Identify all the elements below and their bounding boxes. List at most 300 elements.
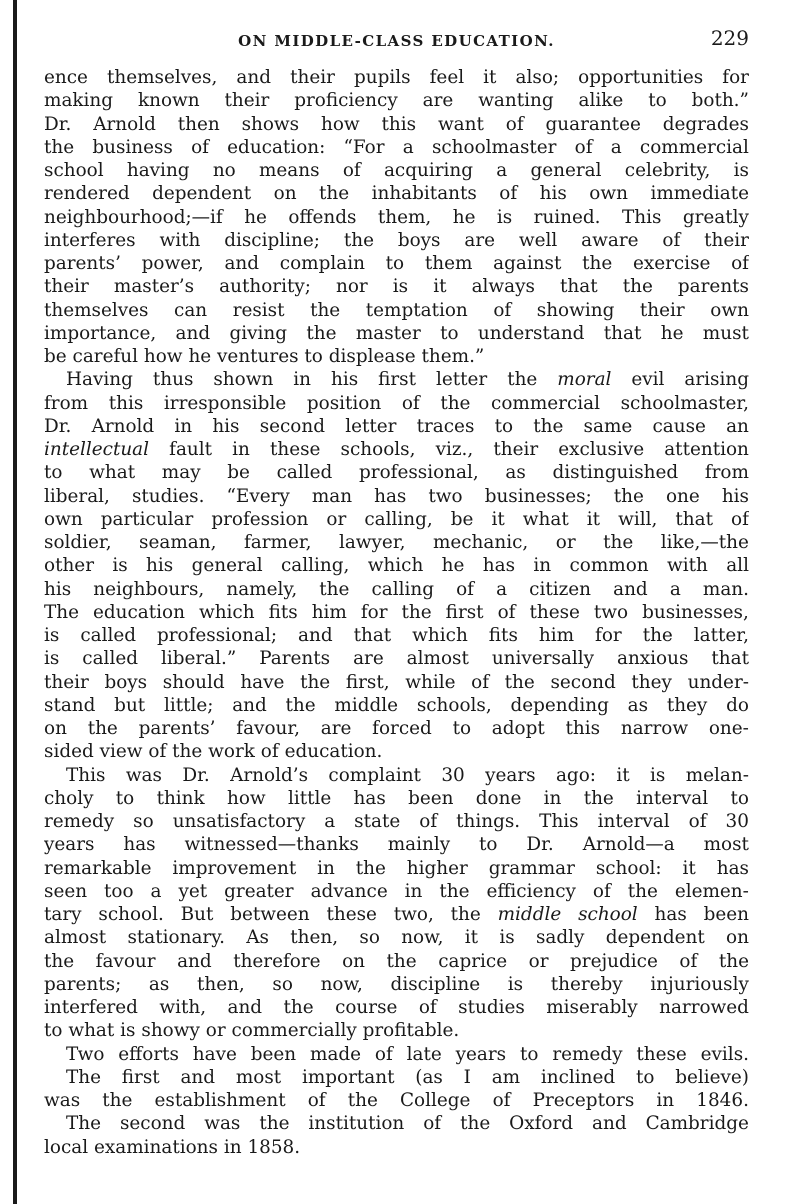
text-line [44,531,749,554]
word: them, [377,206,432,228]
word: first [378,369,417,391]
word: and [227,997,263,1018]
word: have [240,671,285,693]
word: the [533,415,564,437]
word: have [192,1043,237,1065]
word: also; [515,67,560,88]
word: latter, [693,625,749,646]
word: Arnold—a [582,834,675,856]
text-line [44,299,749,322]
word: was [204,1113,241,1135]
word: greatly [682,206,749,228]
word: to [648,90,667,112]
word: melan- [685,764,749,786]
word: well [518,229,558,251]
text-line [44,950,749,973]
word: of [592,880,611,902]
word: 1846. [696,1090,749,1111]
word: so [133,811,154,832]
word: intellectual [44,439,150,460]
word: are [464,229,496,251]
word: power, [141,253,204,274]
word: their [639,299,685,321]
word: calling, [280,555,350,577]
word: (as [415,1066,443,1088]
text-line [44,996,749,1019]
word: temptation [365,299,468,321]
word: most [703,834,749,856]
word: fault [169,439,213,460]
word: in [543,787,562,809]
word: boys [397,229,441,251]
word: commercial [491,392,600,414]
word: and [236,67,271,88]
word: mainly [387,834,451,856]
word: the [603,532,634,553]
word: and [224,253,260,274]
word: complain [279,253,365,274]
word: against [493,253,562,274]
word: it [616,764,630,786]
word: mechanic, [432,532,529,553]
word: the [285,694,316,716]
word: studies [458,997,525,1018]
word: to [730,787,749,809]
word: the [44,136,75,158]
word: sided [44,741,94,763]
word: one- [708,718,749,739]
word: to [44,462,63,484]
word: like,—the [660,532,749,553]
word: alike [578,90,624,112]
text-line [44,787,749,810]
word: common [569,555,649,577]
word: education. [284,741,383,763]
word: course [335,997,398,1018]
word: master’s [113,276,195,298]
word: letter [435,369,488,391]
word: has [123,834,156,856]
word: the [613,485,644,507]
word: yet [178,880,208,902]
word: 30 [441,764,465,786]
word: of [679,950,698,972]
word: in [533,555,552,577]
word: is [392,276,409,298]
word: seen [44,880,88,902]
text-line [44,624,749,647]
word: called [80,625,136,646]
word: is [112,555,128,577]
word: a [496,578,508,600]
word: This [539,811,579,832]
word: almost [44,927,107,949]
word: discipline; [224,229,320,251]
word: the [343,229,374,251]
word: his [146,555,174,577]
body-text [44,66,749,1159]
word: making [44,90,114,112]
word: of [499,183,518,205]
word: narrowed [659,997,749,1018]
word: of [260,741,279,763]
word: now, [401,927,444,949]
word: a [669,578,681,600]
word: Having [66,369,133,391]
word: witnessed—thanks [184,834,359,856]
word: the [627,880,658,902]
word: an [726,415,749,437]
word: as [148,973,170,995]
word: their [224,90,270,112]
word: Arnold [93,113,156,135]
word: calling, [364,508,433,530]
word: the [622,276,653,298]
word: as [505,462,526,484]
word: to [494,415,514,437]
word: master [355,322,421,344]
word: of [342,160,361,181]
text-line [44,810,749,833]
text-line [44,694,749,717]
word: these [326,904,377,925]
word: of [374,1043,393,1065]
word: a [496,160,508,181]
word: “For [343,136,385,158]
text-line [44,554,749,577]
word: in [174,415,193,437]
text-line [44,508,749,531]
word: his [44,578,72,600]
word: exclusive [558,439,645,460]
word: he [244,206,267,228]
text-line [44,206,749,229]
word: state [354,811,401,832]
word: namely, [226,578,298,600]
word: has [654,904,687,925]
word: under- [687,671,749,693]
word: first [121,1066,160,1088]
word: things. [456,811,521,832]
word: schools, [416,694,492,716]
text-line [44,275,749,298]
word: shown [213,369,274,391]
text-line [44,485,749,508]
word: made [310,1043,362,1065]
word: for [595,625,622,646]
text-line [44,647,749,670]
word: the [44,950,75,972]
word: Two [66,1043,105,1065]
word: can [174,299,208,321]
word: they [631,671,672,693]
word: Arnold [91,415,155,437]
word: of [662,229,681,251]
word: that [711,648,749,670]
word: the [172,741,203,763]
text-line [44,89,749,112]
word: interval [636,787,709,809]
word: to [304,346,323,367]
word: the [319,183,350,205]
word: that [603,322,642,344]
word: that [675,508,713,530]
word: has [716,857,749,879]
word: universally [491,648,595,670]
word: how [143,346,183,367]
word: and [232,694,267,716]
word: the [583,787,614,809]
word: citizen [529,578,592,600]
word: too [104,880,134,902]
word: the [347,1090,378,1111]
word: man. [702,578,749,600]
word: Cambridge [645,1113,749,1135]
word: same [583,415,633,437]
word: viz., [435,439,474,460]
text-line [44,345,749,368]
word: choly [44,787,94,809]
word: remarkable [44,857,152,879]
word: a [150,880,162,902]
word: most [235,1066,282,1088]
text-line [44,740,749,763]
word: interfered [44,997,138,1018]
word: stand [44,694,96,716]
page-number: 229 [710,26,749,50]
word: must [702,322,749,344]
word: degrades [662,113,749,135]
word: second [119,1113,186,1135]
word: it [433,276,447,298]
word: a [402,136,414,158]
word: rendered [44,183,130,205]
word: This [621,206,662,228]
word: the [386,950,417,972]
text-line [44,880,749,903]
word: examinations [93,1136,218,1158]
word: celebrity, [624,160,711,181]
word: of [418,997,437,1018]
word: opportunities [578,67,704,88]
word: work [208,741,255,763]
word: this [108,392,144,414]
word: been [250,1043,297,1065]
word: he [452,206,476,228]
word: been [703,904,749,925]
word: “Every [226,485,290,507]
word: Oxford [509,1113,574,1135]
word: which [198,601,255,623]
word: of [191,136,209,158]
text-line [44,601,749,624]
word: inclined [540,1066,616,1088]
word: was [125,764,162,786]
word: for [360,601,388,623]
word: attention [664,439,749,460]
word: boys [104,671,148,693]
word: favour, [236,718,300,739]
word: neighbourhood;—if [44,206,223,228]
word: injuriously [650,973,749,995]
text-line [44,1112,749,1135]
word: he [441,555,465,577]
word: business [92,136,173,158]
word: all [726,555,749,577]
word: years [44,834,95,856]
word: what [68,1020,115,1042]
word: in [223,1136,242,1158]
word: are [320,718,352,739]
word: their [44,276,89,298]
word: school: [595,857,662,879]
word: middle [334,694,399,716]
word: of [574,136,593,158]
word: prejudice [570,950,658,972]
word: exercise [632,253,711,274]
word: sadly [535,927,585,949]
word: that [353,625,392,646]
word: then, [290,927,339,949]
word: tary [44,904,82,925]
word: while [405,671,456,693]
word: two [593,601,629,623]
word: late [406,1043,442,1065]
word: in [317,857,335,879]
word: professional, [359,462,479,484]
word: of [731,508,749,530]
word: in [656,1090,675,1111]
word: schoolmaster, [620,392,749,414]
word: it [483,67,497,88]
word: the [306,322,337,344]
word: themselves [44,299,149,321]
word: then, [196,973,245,995]
word: understand [477,322,585,344]
word: between [230,904,310,925]
word: this [381,113,417,135]
word: and [613,578,648,600]
word: his [330,369,359,391]
word: proficiency [294,90,398,112]
word: man [311,485,353,507]
word: efficiency [486,880,576,902]
word: and [177,950,212,972]
word: called [276,462,333,484]
word: evils. [700,1043,749,1065]
word: second [259,415,325,437]
word: which [412,625,468,646]
text-line [44,717,749,740]
word: professional; [156,625,278,646]
word: elemen- [674,880,749,902]
word: the [440,392,471,414]
word: other [44,555,94,577]
word: his [539,183,567,205]
word: the [102,1090,133,1111]
word: authority; [219,276,311,298]
word: nor [336,276,368,298]
word: this [565,718,601,739]
word: of [688,811,707,832]
word: forced [372,718,432,739]
word: them.” [421,346,485,367]
word: two [428,485,463,507]
word: soldier, [44,532,112,553]
word: his [721,485,749,507]
word: liberal, [44,485,110,507]
word: shows [241,113,300,135]
text-line [44,113,749,136]
word: cause [652,415,706,437]
word: interferes [44,229,136,251]
word: the [439,880,470,902]
word: having [126,160,190,181]
word: ventures [217,346,299,367]
word: ence [44,67,88,88]
word: parents’ [138,718,216,739]
word: the [507,369,538,391]
word: his [212,415,240,437]
word: will, [618,508,658,530]
word: showy [141,1020,200,1042]
word: general [530,160,602,181]
word: with [159,229,201,251]
word: years [455,1043,507,1065]
word: As [246,927,270,949]
word: The [66,1113,101,1135]
text-line [44,252,749,275]
text-line [44,903,749,926]
word: education: [227,136,326,158]
text-line [44,973,749,996]
word: the [460,1113,491,1135]
word: their [704,229,749,251]
word: from [44,392,89,414]
word: little [287,787,332,809]
word: resist [232,299,285,321]
word: in [404,880,423,902]
word: pupils [353,67,411,88]
word: be [450,508,474,530]
word: two, [393,904,434,925]
word: both.” [691,90,749,112]
word: from [704,462,749,484]
word: local [44,1136,89,1158]
word: the [401,601,432,623]
running-head-title: ON MIDDLE-CLASS EDUCATION. [238,32,555,50]
word: distinguished [552,462,679,484]
word: is [650,764,666,786]
word: the [310,299,341,321]
text-line [44,461,749,484]
word: ago: [555,764,596,786]
word: has [374,485,407,507]
word: of [419,811,438,832]
word: of [148,741,167,763]
word: schools, [340,439,416,460]
word: arising [684,369,749,391]
text-line [44,322,749,345]
word: the [87,718,118,739]
word: narrow [620,718,689,739]
word: Parents [259,648,331,670]
word: middle [497,904,562,925]
word: important [301,1066,395,1088]
word: be [44,346,67,367]
word: it [491,508,505,530]
word: then [177,113,220,135]
